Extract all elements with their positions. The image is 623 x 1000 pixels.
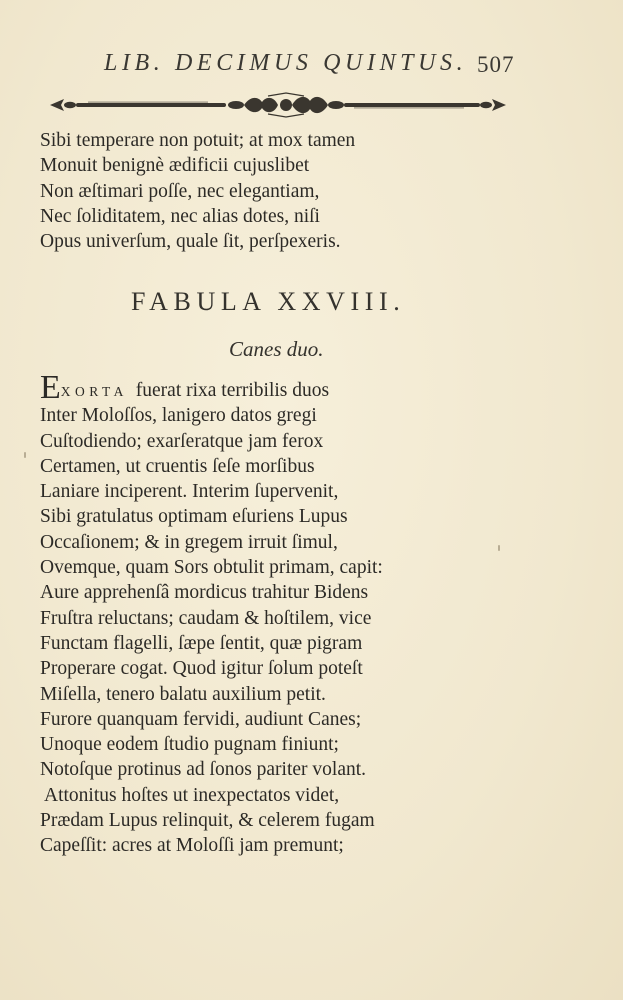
- verse-line: Fruſtra reluctans; caudam & hoſtilem, vice: [40, 607, 372, 629]
- verse-line: Properare cogat. Quod igitur ſolum poteſt: [40, 658, 363, 680]
- verse-line: Occaſionem; & in gregem irruit ſimul,: [40, 531, 338, 553]
- page-number: 507: [477, 52, 515, 77]
- verse-line: Inter Moloſſos, lanigero datos gregi: [40, 405, 317, 427]
- initial-letter: E: [40, 369, 61, 406]
- initial-word-rest: XORTA: [60, 384, 128, 399]
- verse-line: Capeſſit: acres at Moloſſi jam premunt;: [40, 835, 344, 857]
- paper-speck: [24, 452, 26, 458]
- decorative-rule-ornament-icon: [48, 92, 508, 118]
- verse-line: Functam flagelli, ſæpe ſentit, quæ pigram: [40, 632, 363, 654]
- fable-subtitle: Canes duo.: [229, 337, 324, 361]
- verse-line: Sibi temperare non potuit; at mox tamen: [40, 130, 356, 151]
- verse-line: Sibi gratulatus optimam eſuriens Lupus: [40, 506, 348, 528]
- verse-line: Nec ſoliditatem, nec alias dotes, niſi: [40, 205, 320, 227]
- verse-line: Miſella, tenero balatu auxilium petit.: [40, 683, 326, 705]
- verse-line: Opus univerſum, quale ſit, perſpexeris.: [40, 231, 341, 253]
- verse-line: Unoque eodem ſtudio pugnam finiunt;: [40, 734, 339, 756]
- first-line-text: fuerat rixa terribilis duos: [135, 380, 330, 401]
- verse-line-first: [40, 369, 383, 406]
- verse-line: Laniare inciperent. Interim ſupervenit,: [40, 481, 339, 503]
- verse-line: Certamen, ut cruentis ſeſe morſibus: [40, 455, 315, 477]
- verse-line: Monuit benignè ædificii cujuslibet: [40, 155, 310, 177]
- running-head: LIB. DECIMUS QUINTUS.: [104, 50, 468, 76]
- verse-line: Cuſtodiendo; exarſeratque jam ferox: [40, 430, 324, 452]
- verse-line: Ovemque, quam Sors obtulit primam, capit:: [40, 557, 383, 579]
- fable-title: FABULA XXVIII.: [131, 287, 406, 316]
- verse-line: Notoſque protinus ad ſonos pariter volant.: [40, 759, 367, 781]
- verse-line: Furore quanquam fervidi, audiunt Canes;: [40, 708, 362, 730]
- verse-line: Attonitus hoſtes ut inexpectatos videt,: [44, 784, 340, 806]
- verse-line: Prædam Lupus relinquit, & celerem fugam: [40, 810, 375, 832]
- verse-line: Aure apprehenſâ mordicus trahitur Bidens: [40, 582, 369, 604]
- fable-verse: [40, 369, 383, 859]
- verse-line: Non æſtimari poſſe, nec elegantiam,: [40, 180, 320, 202]
- continued-verse: [40, 128, 355, 254]
- paper-speck: [498, 545, 500, 551]
